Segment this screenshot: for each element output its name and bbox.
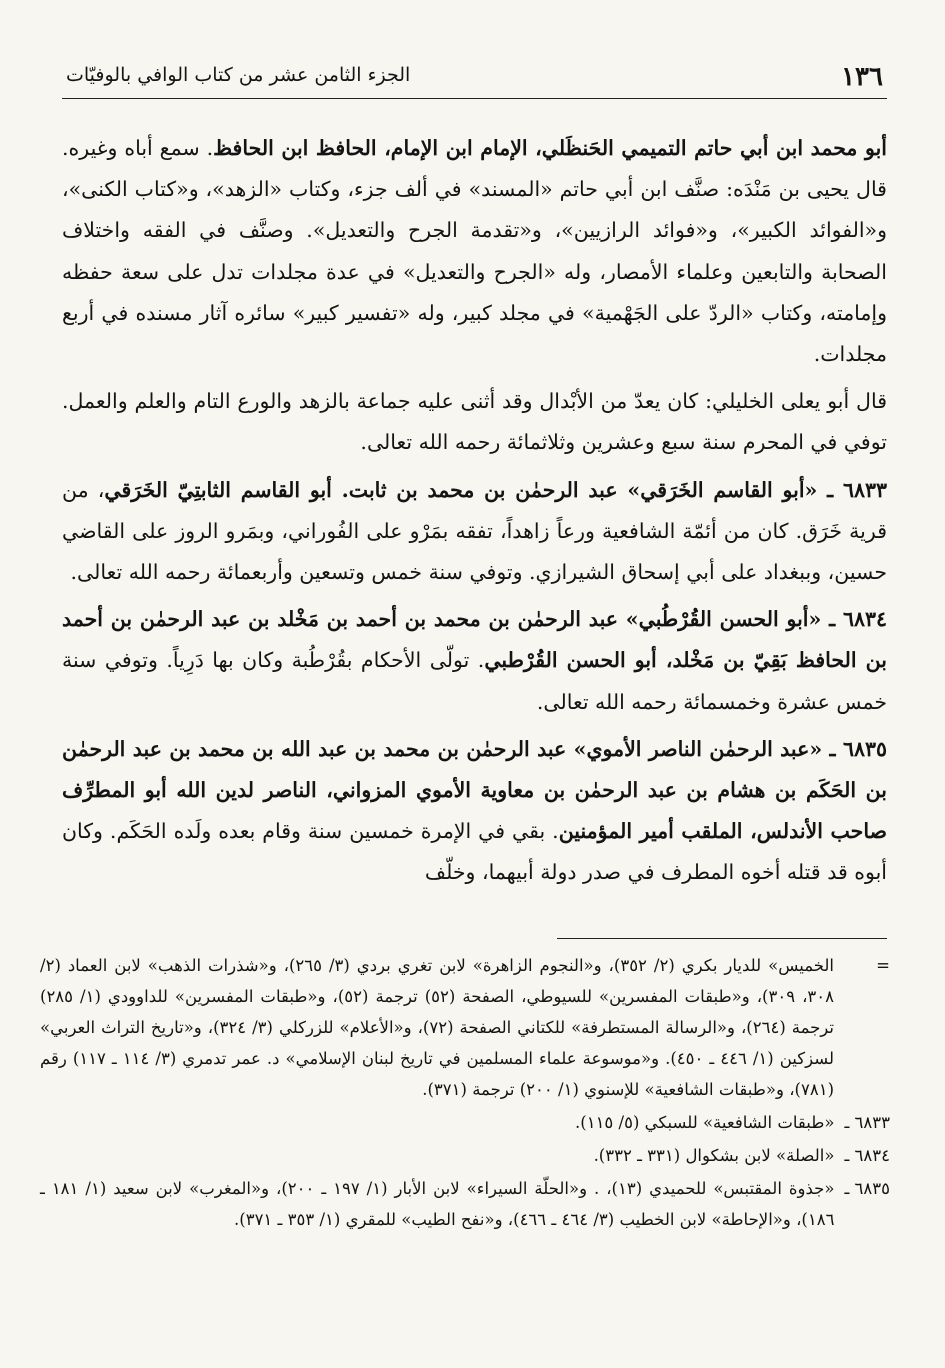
footnote-continued: [40, 950, 890, 1105]
footnote-text: الخميس» للديار بكري (٢/ ٣٥٢)، و«النجوم الزاهرة» لابن تغري بردي (٣/ ٢٦٥)، و«شذرات الذهب» لابن العماد (٢/ ٣٠٨، ٣٠٩)، و«طبقات المفسرين» للسيوطي، الصفحة (٥٢) ترجمة (٥٢)، و«طبقات المفسرين» للداوودي (١/ ٢٨٥) ترجمة (٢٦٤)، و«الرسالة المستطرفة» للكتاني الصفحة (٧٢)، و«الأعلام» للزركلي (٣/ ٣٢٤)، و«تاريخ التراث العربي» لسزكين (١/ ٤٤٦ ـ ٤٥٠). و«موسوعة علماء المسلمين في تاريخ لبنان الإسلامي» د. عمر تدمري (٣/ ١١٤ ـ ١١٧) رقم (٧٨١)، و«طبقات الشافعية» للإسنوي (١/ ٢٠٠) ترجمة (٣٧١).: [40, 956, 835, 1099]
paragraph-khalili-quote: [62, 381, 887, 463]
footnote-label: ٦٨٣٤ ـ: [844, 1146, 890, 1165]
entry-6835: [62, 729, 887, 894]
page-header: [62, 58, 887, 99]
footnote-text: «الصلة» لابن بشكوال (٣٣١ ـ ٣٣٢).: [593, 1146, 835, 1165]
footnotes: [40, 950, 890, 1237]
entry-text: . بقي في الإمرة خمسين سنة وقام بعده ولَده الحَكَم. وكان أبوه قد قتله أخوه المطرف في صدر دولة أبيهما، وخلّف: [62, 819, 887, 885]
entry-text: ، من قرية خَرَق. كان من أئمّة الشافعية ورعاً زاهداً، تفقه بمَرْو على الفُوراني، وبمَرو الروز على القاضي حسين، وببغداد على أبي إسحاق الشيرازي. وتوفي سنة خمس وتسعين وأربعمائة رحمه الله تعالى.: [62, 477, 887, 585]
footnote-6834: [40, 1140, 890, 1171]
paragraph-heading: أبو محمد ابن أبي حاتم التميمي الحَنظَلي، الإمام ابن الإمام، الحافظ ابن الحافظ: [213, 136, 887, 160]
entry-heading: ٦٨٣٤ ـ «أبو الحسن القُرْطُبي» عبد الرحمٰن بن محمد بن أحمد بن مَخْلد بن عبد الرحمٰن بن أحمد بن الحافظ بَقِيّ بن مَخْلد، أبو الحسن القُرْطبي: [62, 607, 887, 673]
entry-heading: ٦٨٣٥ ـ «عبد الرحمٰن الناصر الأموي» عبد الرحمٰن بن محمد بن عبد الله بن محمد بن عبد الرحمٰن بن الحَكَم بن هشام بن عبد الرحمٰن بن معاوية الأموي المزواني، الناصر لدين الله أبو المطرِّف صاحب الأندلس، الملقب أمير المؤمنين: [62, 736, 887, 844]
running-title: الجزء الثامن عشر من كتاب الوافي بالوفيّات: [66, 64, 411, 86]
paragraph-ibn-abi-hatim: [62, 128, 887, 375]
entry-heading: ٦٨٣٣ ـ «أبو القاسم الخَرَقي» عبد الرحمٰن بن محمد بن ثابت. أبو القاسم الثابتِيّ الخَرَقي: [104, 477, 887, 502]
footnote-label: ٦٨٣٥ ـ: [844, 1179, 890, 1198]
paragraph-text: قال أبو يعلى الخليلي: كان يعدّ من الأبْدال وقد أثنى عليه جماعة بالزهد والورع التام والعلم والعمل. توفي في المحرم سنة سبع وعشرين وثلاثمائة رحمه الله تعالى.: [62, 389, 887, 455]
footnote-label: =: [876, 956, 890, 975]
footnote-text: «جذوة المقتبس» للحميدي (١٣)، . و«الحلّة السيراء» لابن الأبار (١/ ١٩٧ ـ ٢٠٠)، و«المغرب» لابن سعيد (١/ ١٨١ ـ ١٨٦)، و«الإحاطة» لابن الخطيب (٣/ ٤٦٤ ـ ٤٦٦)، و«نفح الطيب» للمقري (١/ ٣٥٣ ـ ٣٧١).: [40, 1179, 835, 1229]
entry-6834: [62, 599, 887, 723]
footnote-6833: [40, 1107, 890, 1138]
footnote-divider: [557, 938, 887, 939]
main-text: [62, 128, 887, 900]
footnote-text: «طبقات الشافعية» للسبكي (٥/ ١١٥).: [575, 1113, 835, 1132]
paragraph-text: . سمع أباه وغيره. قال يحيى بن مَنْدَه: صنَّف ابن أبي حاتم «المسند» في ألف جزء، وكتاب «الزهد»، و«كتاب الكنى»، و«الفوائد الكبير»، و«فوائد الرازيين»، و«تقدمة الجرح والتعديل». وصنَّف في الفقه واختلاف الصحابة والتابعين وعلماء الأمصار، وله «الجرح والتعديل» في عدة مجلدات تدل على سعة حفظه وإمامته، وكتاب «الردّ على الجَهْمية» في مجلد كبير، وله «تفسير كبير» سائره آثار مسنده في أربع مجلدات.: [62, 136, 887, 367]
page-number: ١٣٦: [841, 62, 883, 92]
entry-text: . تولّى الأحكام بقُرْطُبة وكان بها دَرِياً. وتوفي سنة خمس عشرة وخمسمائة رحمه الله تعالى.: [62, 648, 887, 714]
footnote-6835: [40, 1173, 890, 1235]
footnote-label: ٦٨٣٣ ـ: [844, 1113, 890, 1132]
entry-6833: [62, 470, 887, 594]
